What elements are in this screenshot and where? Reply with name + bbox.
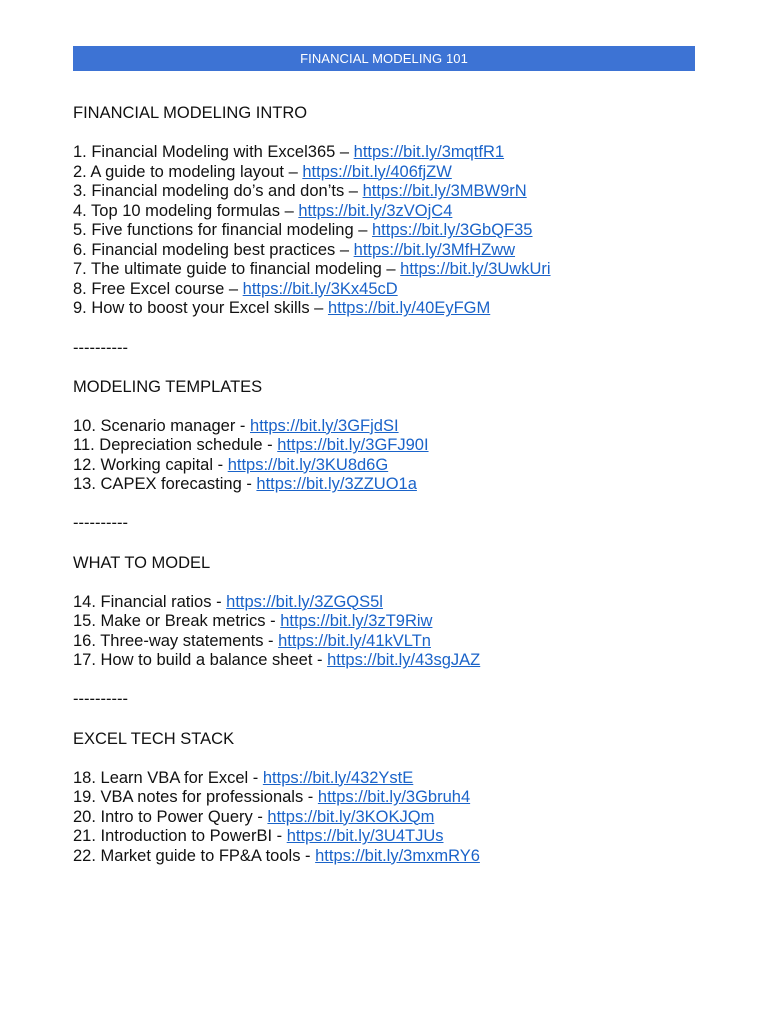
list-item	[73, 612, 713, 632]
resource-link[interactable]: https://bit.ly/43sgJAZ	[327, 651, 481, 670]
resource-link[interactable]: https://bit.ly/3mqtfR1	[353, 143, 505, 162]
list-item	[73, 143, 713, 163]
list-item	[73, 417, 713, 437]
list-item-label: 18. Learn VBA for Excel -	[73, 768, 263, 787]
blank-line	[73, 671, 713, 691]
section-heading: EXCEL TECH STACK	[73, 729, 235, 748]
list-item	[73, 769, 713, 789]
resource-link[interactable]: https://bit.ly/3ZZUO1a	[256, 475, 417, 494]
blank-line	[73, 358, 713, 378]
section-heading: MODELING TEMPLATES	[73, 377, 263, 396]
list-item-label: 15. Make or Break metrics -	[73, 612, 281, 631]
resource-link[interactable]: https://bit.ly/3UwkUri	[400, 260, 551, 279]
section-heading: FINANCIAL MODELING INTRO	[73, 104, 308, 122]
section-heading: WHAT TO MODEL	[73, 553, 211, 572]
list-item	[73, 280, 713, 300]
resource-link[interactable]: https://bit.ly/406fjZW	[302, 162, 452, 181]
list-item	[73, 808, 713, 828]
resource-link[interactable]: https://bit.ly/3GbQF35	[372, 221, 533, 240]
list-item	[73, 436, 713, 456]
blank-line	[73, 495, 713, 515]
list-item-label: 11. Depreciation schedule -	[73, 436, 278, 455]
list-item	[73, 182, 713, 202]
list-item-label: 5. Five functions for financial modeling –	[73, 221, 372, 240]
section-divider: ----------	[73, 690, 128, 709]
document-banner: FINANCIAL MODELING 101	[73, 46, 695, 71]
list-item-label: 1. Financial Modeling with Excel365 –	[73, 143, 354, 162]
list-item-label: 14. Financial ratios -	[73, 592, 227, 611]
list-item-label: 4. Top 10 modeling formulas –	[73, 201, 299, 220]
section-divider: ----------	[73, 338, 128, 357]
resource-link[interactable]: https://bit.ly/3GFJ90I	[277, 436, 429, 455]
blank-line	[73, 319, 713, 339]
resource-link[interactable]: https://bit.ly/3KOKJQm	[267, 807, 435, 826]
list-item	[73, 241, 713, 261]
list-item-label: 21. Introduction to PowerBI -	[73, 827, 287, 846]
list-item	[73, 456, 713, 476]
blank-line	[73, 397, 713, 417]
list-item-label: 20. Intro to Power Query -	[73, 807, 268, 826]
blank-line	[73, 534, 713, 554]
list-item	[73, 593, 713, 613]
resource-link[interactable]: https://bit.ly/3Kx45cD	[242, 279, 398, 298]
list-item	[73, 260, 713, 280]
list-item	[73, 202, 713, 222]
list-item	[73, 632, 713, 652]
resource-link[interactable]: https://bit.ly/41kVLTn	[278, 631, 431, 650]
blank-line	[73, 124, 713, 144]
list-item-label: 2. A guide to modeling layout –	[73, 162, 303, 181]
list-item-label: 17. How to build a balance sheet -	[73, 651, 328, 670]
resource-link[interactable]: https://bit.ly/3Gbruh4	[317, 788, 471, 807]
list-item	[73, 475, 713, 495]
list-item-label: 7. The ultimate guide to financial modeling –	[73, 260, 401, 279]
list-item	[73, 163, 713, 183]
resource-link[interactable]: https://bit.ly/3zT9Riw	[280, 612, 433, 631]
list-item-label: 10. Scenario manager -	[73, 416, 251, 435]
resource-link[interactable]: https://bit.ly/3MfHZww	[353, 240, 516, 259]
resource-link[interactable]: https://bit.ly/40EyFGM	[327, 299, 491, 318]
list-item	[73, 299, 713, 319]
list-item-label: 22. Market guide to FP&A tools -	[73, 846, 316, 865]
blank-line	[73, 749, 713, 769]
list-item-label: 16. Three-way statements -	[73, 631, 279, 650]
list-item	[73, 651, 713, 671]
resource-link[interactable]: https://bit.ly/3mxmRY6	[315, 846, 480, 865]
list-item	[73, 827, 713, 847]
resource-link[interactable]: https://bit.ly/3U4TJUs	[286, 827, 444, 846]
blank-line	[73, 573, 713, 593]
list-item	[73, 788, 713, 808]
section-divider: ----------	[73, 514, 128, 533]
list-item-label: 6. Financial modeling best practices –	[73, 240, 354, 259]
resource-link[interactable]: https://bit.ly/3ZGQS5l	[226, 592, 383, 611]
blank-line	[73, 710, 713, 730]
document-body	[73, 104, 713, 866]
resource-link[interactable]: https://bit.ly/432YstE	[262, 768, 414, 787]
list-item	[73, 221, 713, 241]
list-item-label: 12. Working capital -	[73, 455, 228, 474]
resource-link[interactable]: https://bit.ly/3MBW9rN	[362, 182, 527, 201]
list-item-label: 8. Free Excel course –	[73, 279, 243, 298]
list-item-label: 13. CAPEX forecasting -	[73, 475, 257, 494]
list-item-label: 9. How to boost your Excel skills –	[73, 299, 328, 318]
resource-link[interactable]: https://bit.ly/3KU8d6G	[227, 455, 389, 474]
list-item-label: 19. VBA notes for professionals -	[73, 788, 318, 807]
list-item-label: 3. Financial modeling do’s and don’ts –	[73, 182, 363, 201]
list-item	[73, 847, 713, 867]
resource-link[interactable]: https://bit.ly/3zVOjC4	[298, 201, 453, 220]
resource-link[interactable]: https://bit.ly/3GFjdSI	[250, 416, 399, 435]
